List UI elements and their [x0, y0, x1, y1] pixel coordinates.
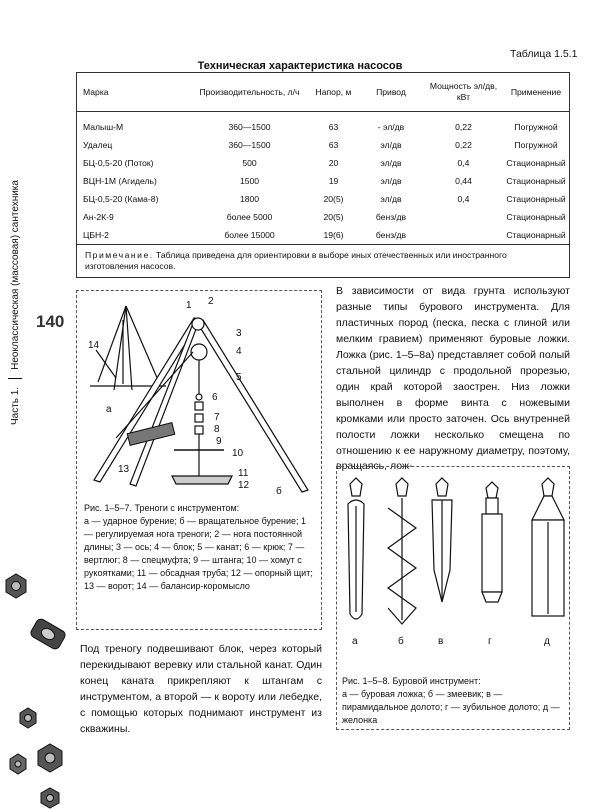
- table-row: [77, 172, 569, 190]
- fig7-letter-a: а: [106, 404, 112, 415]
- table-cell: ВЦН-1М (Агидель): [83, 176, 157, 186]
- fig7-label: 11: [238, 468, 249, 479]
- figure-8-caption: [342, 675, 568, 727]
- table-cell: Стационарный: [506, 176, 566, 186]
- table-cell: Малыш-М: [83, 122, 124, 132]
- table-cell: Стационарный: [506, 212, 566, 222]
- table-cell: бенз/дв: [375, 230, 407, 240]
- table-cell: 20: [328, 158, 339, 168]
- auger-icon: [388, 478, 416, 624]
- figure-7-caption-text: а — ударное бурение; б — вращательное бурение; 1 — регулируемая нога треноги; 2 — нога постоянной длины; 3 — ось; 4 — блок; 5 — канат; 6 — крюк; 7 — вертлюг; 8 — спецмуфта; 9 — штанга; 10 — хомут с рукоятками; 11 — обсадная труба; 12 — опорный щит; 13 — ворот; 14 — балансир-коромысло: [84, 516, 313, 592]
- fig7-label: 4: [236, 346, 242, 357]
- fig7-label: 8: [214, 424, 220, 435]
- pump-spec-table: [76, 72, 570, 278]
- table-cell: 19: [328, 176, 339, 186]
- note-lead: Примечание.: [85, 249, 154, 260]
- section-title: Неоклассическая (массовая) сантехника: [9, 180, 21, 370]
- fig7-label: 12: [238, 480, 250, 491]
- fig7-label: 10: [232, 448, 244, 459]
- column-header: Привод: [358, 73, 424, 112]
- table-cell: ЦБН-2: [83, 230, 109, 240]
- table-cell: эл/дв: [380, 194, 402, 204]
- table-cell: эл/дв: [380, 158, 402, 168]
- nut-icon: [38, 744, 62, 772]
- figure-8-caption-title: Рис. 1–5–8. Буровой инструмент:: [342, 676, 481, 686]
- fig7-label: 6: [212, 392, 218, 403]
- pyramid-bit-icon: [432, 478, 452, 602]
- column-header: Применение: [503, 73, 569, 112]
- figure-7-caption-title: Рис. 1–5–7. Треноги с инструментом:: [84, 503, 240, 513]
- table-cell: 0,4: [457, 194, 470, 204]
- fig8-letter: а: [352, 636, 358, 647]
- table-cell: более 5000: [226, 212, 273, 222]
- table-cell: эл/дв: [380, 176, 402, 186]
- fig7-label: 7: [214, 412, 220, 423]
- nut-icon: [6, 574, 26, 598]
- part-label: Часть 1.: [9, 386, 21, 425]
- note-text: Таблица приведена для ориентировки в выборе иных отечественных или иностранного изготовления насосов.: [85, 249, 507, 272]
- column-header: Напор, м: [309, 73, 358, 112]
- table-cell: 1500: [239, 176, 260, 186]
- table-row: [77, 190, 569, 208]
- fig8-letter: в: [438, 636, 444, 647]
- table-cell: более 15000: [224, 230, 275, 240]
- table-cell: 20(5): [323, 194, 344, 204]
- table-cell: - эл/дв: [377, 122, 405, 132]
- table-row: [77, 154, 569, 172]
- fig7-label: 5: [236, 372, 242, 383]
- paragraph-drilling-tools: В зависимости от вида грунта используют разные типы бурового инструмента. Для пластичных пород (песка, песка с глиной или мелким гравием) применяют буровые ложки. Ложка (рис. 1–5–8а) представляет собой полый стальной цилиндр с продольной прорезью, один край которой заострен. Низ ложки выполнен в форме винта с ножевыми кромками или просто заточен. Ось внутренней полости ложки несколько смещена по отношению к ее наружному диаметру, поэтому, вращаясь, лож-: [336, 285, 570, 473]
- bailer-icon: [532, 478, 564, 616]
- table-row: [77, 226, 569, 244]
- table-cell: 63: [328, 122, 339, 132]
- table-cell: 360—1500: [228, 122, 271, 132]
- figure-7-caption: [84, 502, 316, 593]
- running-header: [6, 45, 24, 425]
- table-number: Таблица 1.5.1: [510, 48, 578, 60]
- chisel-bit-icon: [482, 482, 502, 602]
- table-cell: бенз/дв: [375, 212, 407, 222]
- table-row: [77, 112, 569, 137]
- table-cell: 0,22: [455, 122, 472, 132]
- nut-icon: [20, 708, 36, 728]
- table-cell: 0,22: [455, 140, 472, 150]
- fig7-label: 9: [216, 436, 222, 447]
- tripod-drawing: [76, 290, 322, 500]
- header-divider: [8, 378, 22, 379]
- drill-rod-assembly: [172, 394, 232, 484]
- fig8-letter: д: [544, 636, 550, 647]
- table-row: [77, 208, 569, 226]
- spoon-auger-icon: [348, 478, 364, 619]
- table-cell: БЦ-0,5-20 (Кама-8): [83, 194, 159, 204]
- table-cell: Погружной: [514, 122, 558, 132]
- fig7-label: 3: [236, 328, 242, 339]
- column-header: Мощность эл/дв, кВт: [424, 73, 503, 112]
- fig8-letter: б: [398, 636, 404, 647]
- table-header-row: [77, 73, 569, 112]
- table-title: Техническая характеристика насосов: [197, 60, 403, 72]
- column-header: Производительность, л/ч: [190, 73, 309, 112]
- table-cell: 0,44: [455, 176, 472, 186]
- table-cell: Стационарный: [506, 158, 566, 168]
- table-cell: Стационарный: [506, 194, 566, 204]
- figure-8-caption-text: а — буровая ложка; б — змеевик; в — пирамидальное долото; г — зубильное долото; д — желонка: [342, 689, 560, 726]
- table-cell: эл/дв: [380, 140, 402, 150]
- table-cell: БЦ-0,5-20 (Поток): [83, 158, 154, 168]
- table-cell: 63: [328, 140, 339, 150]
- table-cell: 0,4: [457, 158, 470, 168]
- nut-icon: [10, 754, 26, 774]
- column-header: Марка: [77, 73, 190, 112]
- table-cell: [424, 226, 503, 244]
- nut-icon: [41, 788, 59, 808]
- fig7-label: 1: [186, 300, 192, 311]
- fig7-label: 13: [118, 464, 130, 475]
- fig7-label: 2: [208, 296, 214, 307]
- page-number: 140: [36, 312, 65, 331]
- impact-drilling-tripod: [90, 306, 166, 390]
- table-cell: Погружной: [514, 140, 558, 150]
- table-cell: Ан-2К-9: [83, 212, 114, 222]
- table-cell: 500: [242, 158, 257, 168]
- table-cell: 20(5): [323, 212, 344, 222]
- drilling-tools-drawing: [336, 474, 570, 654]
- fitting-icon: [29, 617, 67, 650]
- table-cell: 1800: [239, 194, 260, 204]
- fig8-letter: г: [488, 636, 492, 647]
- table-cell: 360—1500: [228, 140, 271, 150]
- table-cell: [424, 208, 503, 226]
- table-note: [77, 244, 569, 277]
- fig7-label: 14: [88, 340, 100, 351]
- table-cell: Стационарный: [506, 230, 566, 240]
- table-cell: 19(6): [323, 230, 344, 240]
- nut-decoration-icons: [0, 570, 70, 810]
- table-cell: Удалец: [83, 140, 113, 150]
- table-row: [77, 136, 569, 154]
- paragraph-tripod-usage: Под треногу подвешивают блок, через который перекидывают веревку или стальной канат. Один конец каната прикрепляют к штангам с инструментом, а второй — к вороту или лебедке, с помощью которых поднимают инструмент из скважины.: [80, 643, 322, 735]
- fig7-letter-b: б: [276, 486, 282, 497]
